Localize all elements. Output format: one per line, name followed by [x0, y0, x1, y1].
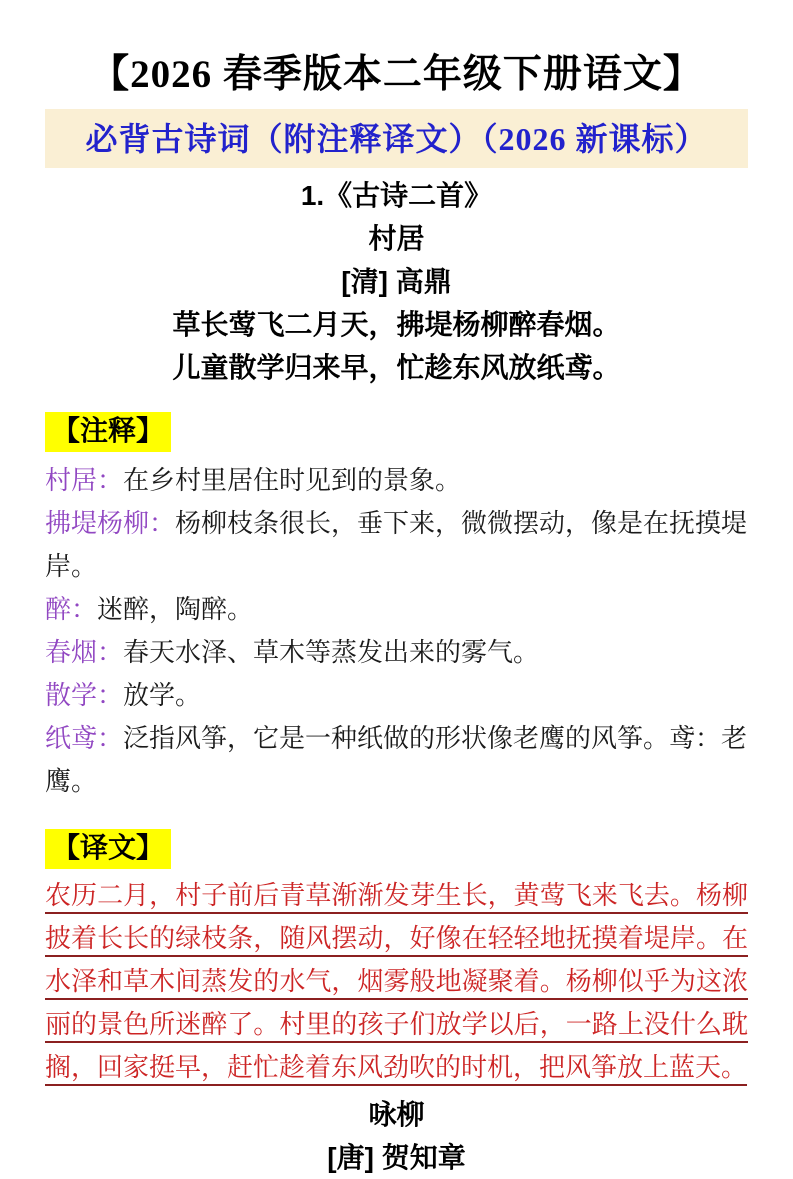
note-definition: 泛指风筝，它是一种纸做的形状像老鹰的风筝。鸢：老鹰。	[45, 723, 748, 796]
notes-section-heading: 【注释】	[45, 412, 171, 452]
note-term: 村居：	[45, 465, 124, 495]
note-item	[45, 459, 748, 502]
poem2-title: 咏柳	[368, 1099, 425, 1130]
note-definition: 在乡村里居住时见到的景象。	[123, 465, 462, 495]
note-term: 纸鸢：	[45, 723, 124, 753]
poem2-author: [唐] 贺知章	[327, 1142, 466, 1173]
note-term: 拂堤杨柳：	[45, 508, 176, 538]
note-term: 醉：	[45, 594, 98, 624]
lesson-number-title: 1.《古诗二首》	[300, 180, 493, 211]
notes-heading-wrap	[45, 412, 748, 452]
note-definition: 杨柳枝条很长，垂下来，微微摆动，像是在抚摸堤岸。	[45, 508, 748, 581]
translation-text: 农历二月，村子前后青草渐渐发芽生长，黄莺飞来飞去。杨柳披着长长的绿枝条，随风摆动，好像在轻轻地抚摸着堤岸。在水泽和草木间蒸发的水气，烟雾般地凝聚着。杨柳似乎为这浓丽的景色所迷醉了。村里的孩子们放学以后，一路上没什么耽搁，回家挺早，赶忙趁着东风劲吹的时机，把风筝放上蓝天。	[45, 880, 748, 1082]
translation-section-heading: 【译文】	[45, 829, 171, 869]
note-item	[45, 674, 748, 717]
subtitle-banner	[45, 109, 748, 168]
note-term: 散学：	[45, 680, 124, 710]
note-definition: 春天水泽、草木等蒸发出来的雾气。	[123, 637, 540, 667]
poem1-line-1: 草长莺飞二月天，拂堤杨柳醉春烟。	[172, 309, 621, 340]
poem1-author: [清] 高鼎	[341, 266, 452, 297]
note-item	[45, 588, 748, 631]
translation-heading-wrap	[45, 829, 748, 869]
note-definition: 放学。	[123, 680, 202, 710]
note-definition: 迷醉，陶醉。	[97, 594, 254, 624]
note-item	[45, 502, 748, 588]
poem1-line-2: 儿童散学归来早，忙趁东风放纸鸢。	[172, 352, 621, 383]
poem1-title: 村居	[368, 223, 425, 254]
note-term: 春烟：	[45, 637, 124, 667]
subtitle-text: 必背古诗词（附注释译文）（2026 新课标）	[85, 121, 708, 157]
page-title: 【2026 春季版本二年级下册语文】	[90, 53, 703, 96]
note-item	[45, 717, 748, 803]
note-item	[45, 631, 748, 674]
